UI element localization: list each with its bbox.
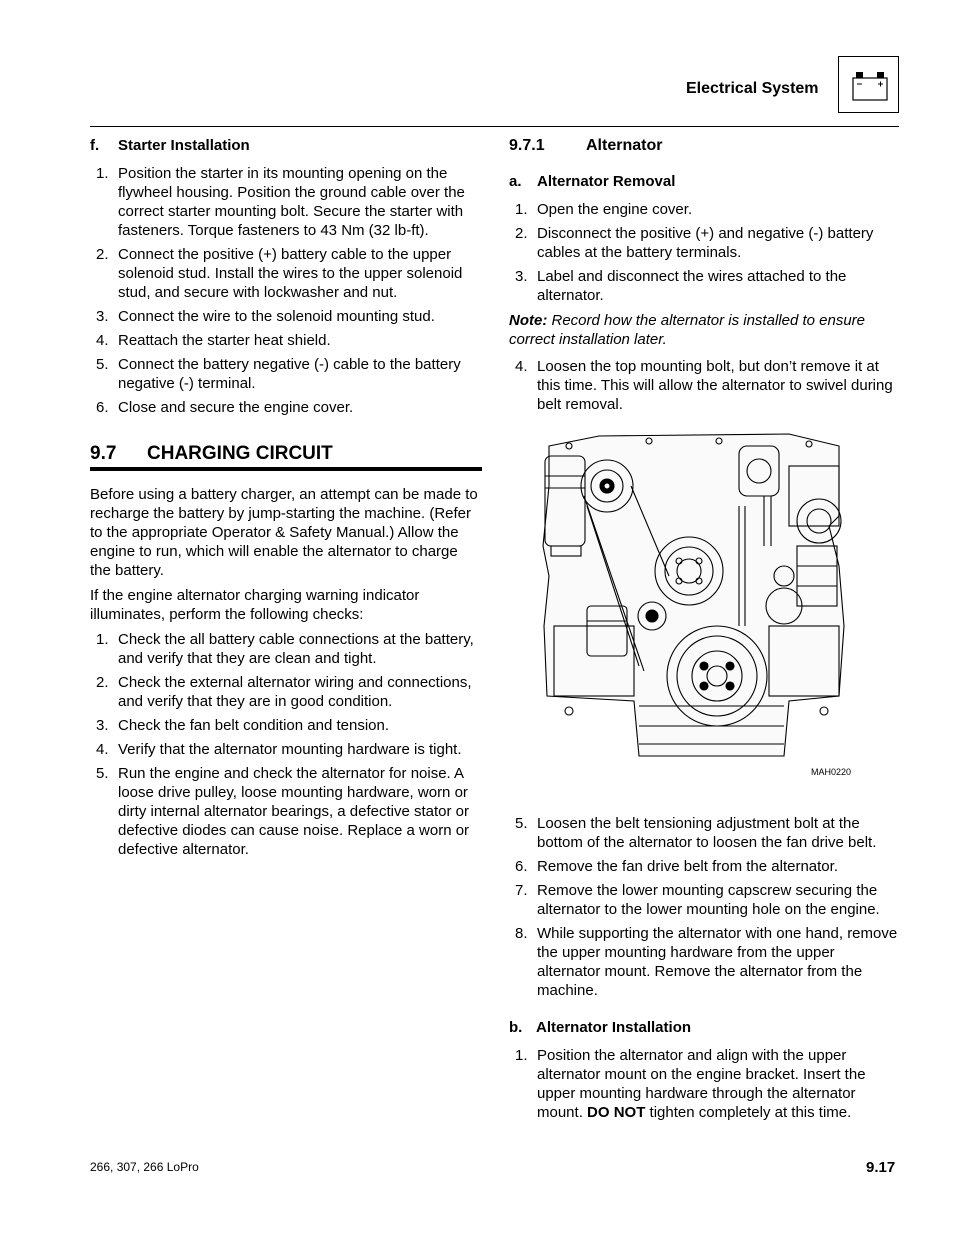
section-header-title: Electrical System — [686, 80, 819, 97]
charging-paragraph-2: If the engine alternator charging warning indicator illuminates, perform the following checks: — [90, 587, 420, 623]
list-item: 4. Reattach the starter heat shield. — [96, 332, 331, 349]
alternator-removal-steps — [509, 200, 901, 305]
figure-code: MAH0220 — [811, 767, 852, 777]
starter-installation-heading: f. Starter Installation — [90, 137, 250, 154]
list-item: 4. Verify that the alternator mounting hardware is tight. — [96, 741, 462, 758]
page-number: 9.17 — [866, 1159, 896, 1176]
list-item: 3. Label and disconnect the wires attached to the alternator. — [515, 268, 847, 304]
list-item: 4. Loosen the top mounting bolt, but don’t remove it at this time. This will allow the alternator to swivel during belt removal. — [515, 358, 893, 413]
list-item: 8. While supporting the alternator with one hand, remove the upper mounting hardware from the upper alternator mount. Remove the alternator from the machine. — [515, 925, 898, 999]
note: Note: Record how the alternator is installed to ensure correct installation later. — [509, 312, 866, 348]
list-item: 1. Position the starter in its mounting opening on the flywheel housing. Position the ground cable over the correct starter mounting bolt. Secure the starter with fasteners. Torque fasteners to 43 Nm (32 lb-ft). — [96, 165, 465, 239]
list-item: 5. Run the engine and check the alternator for noise. A loose drive pulley, loose mounting hardware, worn or dirty internal alternator bearings, a defective stator or defective diodes can cause noise. Replace a worn or defective alternator. — [96, 765, 470, 858]
alternator-removal-heading: a. Alternator Removal — [509, 173, 676, 190]
left-column — [90, 136, 482, 864]
right-column — [509, 136, 901, 1127]
list-item: 3. Connect the wire to the solenoid mounting stud. — [96, 308, 435, 325]
charging-paragraph-1: Before using a battery charger, an attempt can be made to recharge the battery by jump-starting the machine. (Refer to the appropriate Operator & Safety Manual.) Allow the engine to run, which will enable the alternator to charge the battery. — [90, 486, 478, 579]
starter-installation-steps — [90, 164, 482, 417]
alternator-installation-steps — [509, 1046, 901, 1122]
alternator-heading: 9.7.1 Alternator — [509, 137, 663, 154]
alternator-removal-steps-final — [509, 814, 901, 1000]
list-item: 5. Connect the battery negative (-) cable to the battery negative (-) terminal. — [96, 356, 461, 392]
battery-icon — [838, 56, 899, 113]
alternator-installation-heading: b. Alternator Installation — [509, 1019, 692, 1036]
footer-models: 266, 307, 266 LoPro — [90, 1160, 199, 1174]
engine-figure — [509, 426, 901, 806]
list-item: 6. Remove the fan drive belt from the alternator. — [515, 858, 838, 875]
list-item: 2. Check the external alternator wiring and connections, and verify that they are in good condition. — [96, 674, 472, 710]
charging-checks-list — [90, 630, 482, 859]
list-item: 7. Remove the lower mounting capscrew securing the alternator to the lower mounting hole on the engine. — [515, 882, 880, 918]
alternator-removal-steps-cont — [509, 357, 901, 414]
list-item: 1. Position the alternator and align with the upper alternator mount on the engine bracket. Insert the upper mounting hardware through the alternator mount. DO NOT tighten completely at this time. — [515, 1047, 866, 1121]
header-rule — [90, 126, 899, 127]
list-item: 2. Disconnect the positive (+) and negative (-) battery cables at the battery terminals. — [515, 225, 874, 261]
list-item: 6. Close and secure the engine cover. — [96, 399, 354, 416]
list-item: 1. Check the all battery cable connections at the battery, and verify that they are clean and tight. — [96, 631, 474, 667]
charging-circuit-heading: 9.7 CHARGING CIRCUIT — [90, 444, 482, 471]
list-item: 2. Connect the positive (+) battery cable to the upper solenoid stud. Install the wires to the upper solenoid stud, and secure with lockwasher and nut. — [96, 246, 463, 301]
list-item: 3. Check the fan belt condition and tension. — [96, 717, 390, 734]
list-item: 1. Open the engine cover. — [515, 201, 693, 218]
engine-illustration — [539, 426, 851, 766]
list-item: 5. Loosen the belt tensioning adjustment bolt at the bottom of the alternator to loosen the fan drive belt. — [515, 815, 877, 851]
